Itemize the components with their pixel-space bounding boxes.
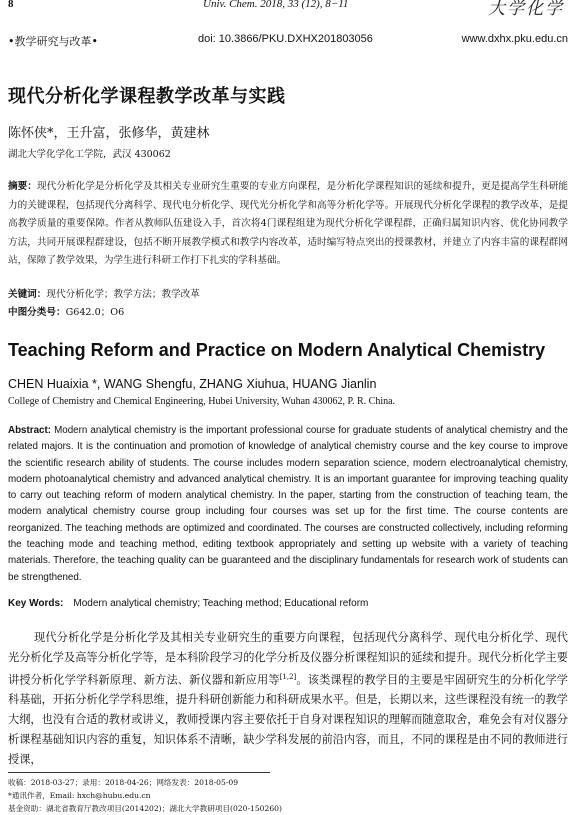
page-number: 8: [8, 0, 14, 10]
journal-reference: Univ. Chem. 2018, 33 (12), 8−11: [203, 0, 349, 10]
english-abstract: [8, 423, 568, 586]
body-text-part2: 。该类课程的教学目的主要是牢固研究生的分析化学学科基础，开拓分析化学学科思维，提升科研创新能力和科研成果水平。但是，长期以来，这些课程没有统一的教学大纲，也没有合适的教材或讲义，教师授课内容主要依托于自身对课程知识的理解而随意取舍，难免会有对仪器分析课程基础知识内容的重复，知识体系不清晰，缺少学科发展的前沿内容，而且，不同的课程是由不同的教师进行授课，: [8, 673, 568, 766]
journal-website[interactable]: www.dxhx.pku.edu.cn: [461, 33, 568, 45]
chinese-keywords: [8, 286, 200, 300]
english-abstract-text: Modern analytical chemistry is the important professional course for graduate students of analytical chemistry and the related majors. It is the continuation and promotion of knowledge of analytical chemistry course and the key course to improve the scientific research ability of students. The course includes modern separation science, modern electroanalytical chemistry, modern photoanalytical chemistry and advanced analytical chemistry. It is an important guarantee for improving teaching quality to carry out teaching reform of modern analytical chemistry. In the paper, starting from the construction of teaching team, the modern analytical chemistry course group including four courses was set up for the first time. The course contents are reorganized. The teaching methods are optimized and coordinated. The courses are constructed collectively, including reforming the teaching mode and teaching method, editing textbook appropriately and setting up website with a variety of teaching materials. Therefore, the teaching quality can be guaranteed and the disciplinary fundamentals for research work of students can be strengthened.: [8, 425, 568, 583]
chinese-keywords-label: 关键词：: [8, 289, 47, 300]
body-text-part1: 现代分析化学是分析化学及其相关专业研究生的重要方向课程，包括现代分离科学、现代电分析化学、现代光分析化学及高等分析化学等，是本科阶段学习的化学分析及仪器分析课程知识的延续和提升。现代分析化学主要讲授分析化学学科新原理、新方法、新仪器和新应用等: [8, 631, 568, 687]
english-keywords-label: Key Words:: [8, 598, 64, 609]
column-name: •教学研究与改革•: [8, 35, 98, 48]
english-authors: CHEN Huaixia *, WANG Shengfu, ZHANG Xiuhua, HUANG Jianlin: [8, 377, 377, 391]
doi[interactable]: doi: 10.3866/PKU.DXHX201803056: [198, 33, 373, 45]
journal-logo: 大学化学: [488, 0, 564, 19]
running-header: [8, 0, 568, 19]
footnote-divider: [8, 772, 270, 773]
meta-row: [8, 33, 568, 49]
chinese-abstract: [8, 178, 568, 271]
chinese-abstract-text: 现代分析化学是分析化学及其相关专业研究生重要的专业方向课程，是分析化学课程知识的延续和提升，更是提高学生科研能力的关键课程，包括现代分离科学、现代电分析化学、现代光分析化学和高等分析化学等。开展现代分析化学课程的教学改革，是提高教学质量的重要保障。作者从教师队伍建设入手，首次将4门课程组建为现代分析化学课程群，正确归属知识内容、优化协同教学方法，共同开展课程群建设，包括不断开展教学模式和教学内容改革，适时编写特点突出的授课教材，并建立了内容丰富的课程群网站，保障了教学效果，为学生进行科研工作打下扎实的学科基础。: [8, 181, 568, 266]
chinese-classification: [8, 304, 124, 318]
footnote-funding: 基金资助：湖北省教育厅教改项目(2014202)；湖北大学教研项目(020-150260): [8, 804, 282, 813]
english-keywords: [8, 598, 368, 609]
classification-text: G642.0；O6: [65, 307, 125, 318]
chinese-affiliation: 湖北大学化学化工学院，武汉 430062: [8, 149, 171, 160]
footnote-dates: 收稿：2018-03-27；录用：2018-04-26；网络发表：2018-05-09: [8, 778, 239, 787]
chinese-authors: 陈怀侠*，王升富，张修华，黄建林: [8, 126, 210, 141]
english-abstract-label: Abstract:: [8, 425, 52, 436]
chinese-abstract-label: 摘要：: [8, 181, 37, 192]
citation-marker[interactable]: [1,2]: [279, 672, 297, 681]
english-keywords-text: Modern analytical chemistry; Teaching method; Educational reform: [73, 598, 369, 609]
english-title: Teaching Reform and Practice on Modern Analytical Chemistry: [8, 340, 546, 360]
body-paragraph: [8, 628, 568, 769]
classification-label: 中图分类号：: [8, 307, 66, 318]
english-affiliation: College of Chemistry and Chemical Engineering, Hubei University, Wuhan 430062, P. R. China.: [8, 396, 396, 407]
chinese-title: 现代分析化学课程教学改革与实践: [8, 86, 286, 107]
footnote-correspondence: *通讯作者，Email: hxch@hubu.edu.cn: [8, 791, 151, 800]
chinese-keywords-text: 现代分析化学；教学方法；教学改革: [46, 289, 200, 300]
